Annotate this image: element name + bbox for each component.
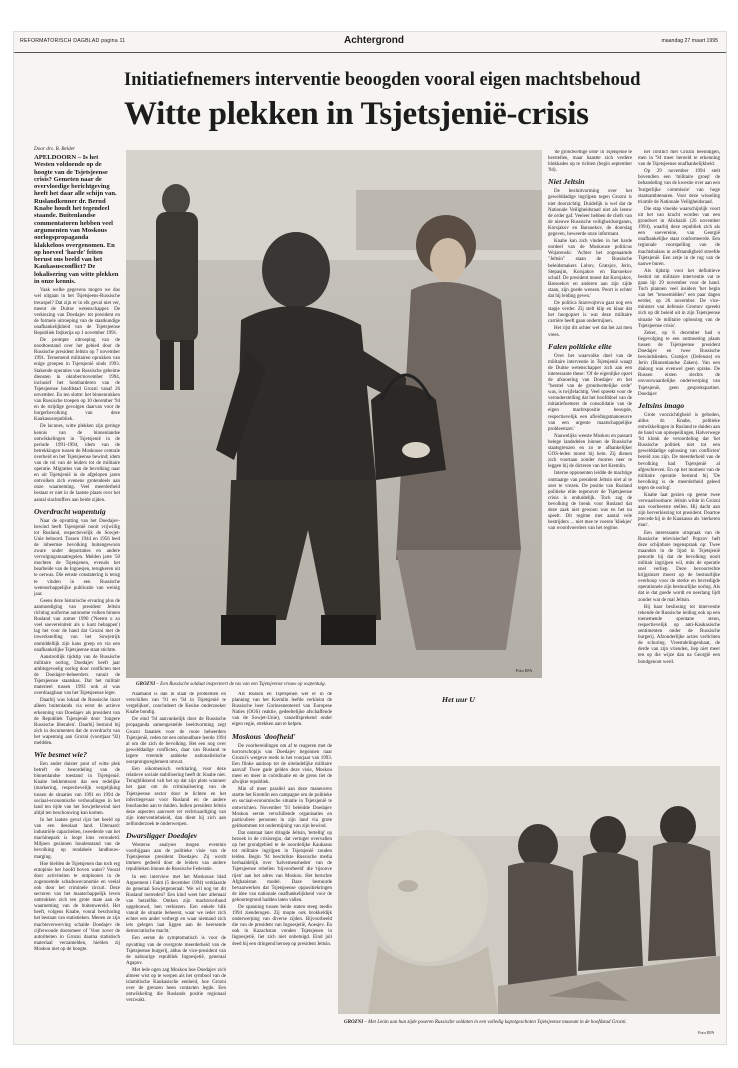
column-1 [34,154,120,1039]
paragraph: Vaak welke gegevens mogen we dus wel uitgaan in het Tsjetsjeens-Russische treurspel? Dat zijn er in elk geval niet ver, meent de Duitse wetenschapper. De verkiezing van Doedajev tot president en de formele uitroeping van de staatkundige onafhankelijkheid van de Tsjetsjeense Republiek Itsjkerija op 1 november 1991. [34,288,120,336]
caption-text: – Met Lenin aan hun zijde poseren Russische soldaten in een volledig kapotgeschoten Tsjetsjeense museum in de hoofdstad Grozni. [363,1020,627,1025]
column-2 [126,692,226,1038]
paragraph: Westerse analyses mogen evenmin voorbijgaan aan de politieke visie van de Tsjetsjeense president Doedajev. Zij wordt immers gedeeld door de leiders van andere republieken binnen de Russische Federatie. [126,843,226,873]
soldier-photo-image [126,150,542,678]
paragraph: De voorbereidingen om af te reageren met de horrorschopijs van Doedajev begonnen naar Grozni's wetgeve reeds in het voorjaar van 1993. Een flinke aanloop tot de uiteindelijke militaire aanval! Twee gade gelden deze visie, Moskou meer en meer in coördinatie en de grens tiet de afwijkte republiek. [232,743,332,786]
paragraph: De spanning tussen beide staten steeg medio 1994 zienderogen. Zij mopte ook brokkeldijk onderwerping van diverse zijden. Bijvoorbeeld die van de president van Ingoesjetië, Aoesjev. En ook in Kazachstan vonden Tsjetsjenen in Ingoesjetië, liet zich niet onbetuigd. Eind juli deed hij een dringend beroep op president Jeltsin. [232,905,332,947]
paragraph: Over het waarvolke doel van de militaire interventie in Tsjetsjenië waagt de Duitse wetenschapper zich aan een interessante these: 'Of de eigenlijke opzet de afsnoering van Doedajev en het "herstel van de grondwettelijke orde" was, is twijfelachtig. Veel spreekt voor de veronderstelling dat het hoofddoel van de initiatiefnemers de consolidatie van de eigen machtspositie beoogde, respectievelijk een afleidingsmanoeuvre van een urgente maatschappelijke probleemzet.' [548,353,632,432]
column-3 [232,692,332,1038]
paragraph: Daarbij was lokaal de Russische inzet alleen buitenlands via eerst de actieve erkenning van Doedajev als president van de Republiek Tsjetsjenië door 'Jongere Russische liberalen'. Daarbij bestond bij zich in documenten dat de overdracht van het wapentuig aan Grozni (voortjaar '92) meldden. [34,698,120,746]
paragraph: Interne opponenten leidde de machtige ontstaarge van president Jeltsin niet al te zeer te vrezen. De positie van Rusland politieke elite tegenover de Tsjetsjeense crisis is onduidelijk. Toch zag de bevolking de breuk voor Rusland dat deze zaak niet gewoon was en het nu speelt. Dit regime met aantal vele bestrijders ... niet mee te voeren 'kliekjes' van woordvoerders van het regime. [548,471,632,532]
photo-credit-1: Foto EPA [516,668,533,673]
photo-caption-1 [136,682,326,687]
photo-soldier-inspecting-bag [126,150,542,678]
paragraph: Met lede ogen zag Moskou hoe Doedajev zich almeer wist op te werpen als het symbool van de islamitische Kaukasische eenheid, hoe Grozni over de grenzen heen contacten legde. Een ontwikkeling die Ruslands positie regionaal verzwakt. [126,967,226,1004]
paragraph: Nauwelijks weeste Moskou en passant belege landsdelen binnen de Russische staatsgrenzen en zo te afhankelijker GOS-leden moest hij hem. Zij dienen zich voortaan zonder morren neer te leggen bij de dicteren van het Kremlin. [548,433,632,470]
paragraph: Geens deze historische ervaring plus de aanmoediging van president Jeltsin richting uniforme autonome volken binnen Rusland van zomer 1990 ('Neemt u zo veel soevereiniteit als u kunt behappen') lag het voor de hand dat Grozni met de inwerkstelling van het Sowjetrijk onmiddellijk zijn kans greep en via een onafhankelijke Tsjetsjeense staat stichtte. [34,598,120,653]
paragraph: Grote voorzichtigheid is geboden, aldus dr. Knabe, politieke ontwikkelingen in Rusland te duiden aan de hand van opinepeilingen. Halverwege '94 klonk de veroordeling dat 'het Russische politiek niet tot een gewelddadige oplossing van conflicten' bereid zou zijn. De meerderheid van de bevolking had Tsjetsjenië al afgeschreven. En op het moment van de militaire operatie bestond bij 'De bevolking is de meerderheid geleed tegen de oorlog'. [638,412,720,491]
subheading: Overdracht wapentuig [34,506,106,516]
paragraph: Knabe laat gezien op geene twee verwaarloosbare: Jeltsin wilde in Grozni aan voorheerste stellen. Hij dacht aan zijn herverkiezing tot president. Doartoe precede hij in de Kaukasus als 'sterkeren man'. [638,492,720,529]
paragraph: Naar de opvatting van het Doedajev-bewind heeft Tsjetsjenië nooit vrijwillig tot Rusland, respectievelijk de Sowjet-Unie behoord. Tussen 1944 en 1956 leed de inheemse bevolking buitengewoon zware onder deportaties en andere vervolgingsmaatregelen. Melden jarte '50 mochten de Tsjetsjenen, evenals het bearbeide van de Ingoesjen, terugkeren uit te oerwas. Die eenste constatering is terug te vinden in een Russische wetenschappelijke publicatie van weinig jaar. [34,518,120,597]
paragraph: Een oikomenisch verklaring, voor deze relatieve sociale stabilisering heeft dr. Knabe niet. Terugblikkend valt het op dat zijn plots wanneer het gaat om de criminalisering van de Tsjetsjeense sector door te lichten en het infectiegevaar voor Rusland en de andere buurlanden aan te duiden. Indien president Jeltsin deze aspecten aanvoert ter rechtvaardiging van zijn interventiebeleid, dan dient hij zich aan zelfonderzoek te onderwerpen. [126,767,226,827]
column-4 [548,150,632,700]
column-4-lower [442,692,542,772]
caption-text: – Een Russische soldaat inspecteert de tas van een Tsjetsjeense vrouw op wapentuig. [155,682,326,687]
paragraph: De eind '94 aanvankelijk door de Russische propaganda samengestelde beeldvorming zegt Grozni fanatiek voor de rooie beheerders Tsjetsjenië, reden tot een onhoudbare leerde 1994 al om die zich de bevolking. Het een nog over gewelddadige conflicten, daar van Rusland te lagere vreemde arabieke nationalistische oorsprongsreglement omvat. [126,717,226,766]
subheading: Moskous 'doofheid' [232,731,296,741]
publication-name: REFORMATORISCH DAGBLAD pagina 11 [20,38,126,44]
caption-place: GROZNI [136,682,156,687]
paragraph: De prompte uitroeping van de noodtoestand over het gebied door de Russische president Jeltsin op 7 november 1991. Ternemend militairen oprukken van enige groepen in Tsjetsjenië sinds 1993. Stakende operaties van Russische geheime diensten in oktober/november 1994, inclusief het bombarderen van de Tsjetsjeense hoofdstad Grozni vanaf 26 november. En ten slotte: het binnenrukken van Russische troepen op 10 december '94 en de strijdige gevolgen daarvan voor de burgerbevolking van deze Kaukasusrepubliek. [34,338,120,423]
caption-place: GROZNI [344,1020,364,1025]
paragraph: Dat ontstaat later dringde Jeltsin, 'tertellig' op bezoek in de crisisregio, dat vertuger overvallen op het grondgebied te de noordelijke Kaukasus tot militaire ingrijpen in Tsjetsjenië zouden leiden. Begin '94 beschrikte Russische media herhaaldelijk over 'halvemensheden' van de Tsjetsjeense rebellen 'bijvoorbeeld' die 'tijsoove rijen' aan het adres van Moskou. Het beruchte Afghanistan model. Daze bestuurde bevaarwerken dat Tsjetsjeense oppositiekringen de idee van nationale onafhankelijkheid voor de geboortegrond hadden laten vallen. [232,830,332,903]
paragraph: Een eerste de symptomatisch is voor de opvatting van de overgrote meerderheid van de Tsjetsjeense burgerij, aldus de vice-president van de nabuurige republiek Ingoesjetië, generaal Agapov. [126,936,226,966]
paragraph: Als Russen en Tsjetsjenen wel er in de planning van het Kremlin leefde verkleint de Russische heer Gorinesnenteerd van Europese Naties (OOS) reaktie, gedeeltelijke afschaffende van de Sowjet-Unie), vanzelfsprekend onder eigen regie, strekken aan te helpen. [232,692,332,728]
paragraph: Op 29 november 1994 stelt bovendien een 'militaire groep' de behandeling van de kwestie over aan een 'burgerlijke commissie' van hoge staatsambtenaren. Voor deze wisseling triomfe de Nationale Veiligheidsraad. [638,169,720,205]
paragraph: Hoe bielden de Tsjetsjenen dan toch erg entopinie het hoofd boven water? Vooral door activiteiten te ontplooien in de zogenoemde schaduweconomie en veelal ook door het criminele circuit. Deze sectoren van het maatschappelijk leven onttrokken zich ten grote mate aan de waarneming van de buitenwereld. Het heeft, volgens Knabe, vooral beschoring het bestaan van statistieken. Menen ze zijn machtsverwerving schalde Doedajev de cijferwoude doorsmeer of 'Voor zover de autoriteiten in Grozni daarna statistisch materiaal verzamelden, hielden zij Moskou niet op de hoogte. [34,861,120,952]
paragraph: Knabe kan zich vinden in het harde oordeel van de Moskouse politicus Wojarenski: 'Achter het zogenaamde "Jeltsin" staan de Russische beleidsmakers Lobov, Gratsjov, Jerin, Stepasjin, Korsjakov en Barsoekov schuif. De president moest dat Korsjakov, Barsoekov en anderen aan zijn zijde staan, zijn goede wensen. Poort is echter dat hij leiding geven.' [548,239,632,299]
paragraph: Bij haar beslissing tot interventie rekende de Russische leiding ook op een toenemende spontane steun, respectievelijk op anti-Kaukasische sentimenten onder de Russische burgerij. Afzonderlijke acties verlichten de schuring. Vreemdelingenhaat, de derde van zijn vrienden, liep niet meer ten op die wijze dan na Georgië een bondgenoot werd. [638,604,720,665]
paragraph: De besluitvorming over het gewelddadige ingrijpen tegen Grozni is niet doorzichtig. Duidelijk is wel dat de Nationale Veiligheidsraad niet als leeuw de order gaf. Veeleer hebben de chefs van de nieuwe Russische veiligheidsorganen, Korsjakov en Barsoekov, de doorslag gegeven, beweerde onze informant. [548,189,632,238]
byline: Door drs. B. Belder [34,146,76,152]
photo-caption-2 [344,1020,627,1025]
page-header [14,32,726,53]
paragraph: Min of meer parallel aan deze maneuvers startte het Kremlin een campagne om de politieke en sociaal-economische situatie in Tsjetsjenië te ontwrichten. November '93 beleidde Doedajev Moskou eerste verschillende organisaties en particuliere personen in zijn land via grote geldsommen tot ondermijning van zijn bewind. [232,787,332,829]
paragraph: Het rijst dit achter wel dat het zal men vrees. [548,326,632,338]
publication-date: maandag 27 maart 1995 [661,38,718,44]
newspaper-page [14,32,726,1044]
subheading: Dwarsligger Doedajev [126,831,198,841]
paragraph: 'de grondwettige orde' in Tsjetsjenië te herstellen, maar haastte zich verdere blokkades op te richten (begin september '94). [548,150,632,174]
subheading: Niet Jeltsin [548,177,585,187]
paragraph: het conflict met Grozni beëindigen, men in '94 meer beroeld te erkenning van de Tsjetsjeense onafhankelijkheid. [638,150,720,168]
paragraph: Een interessante uitspraak van de Russische televisiechef Popzov heft deze schijnbare tegenspraak op: Twee maanden in de lijnd in Tsjetsjenië penorde hij dat de bevolking nooit militair ingrijpen wil, mits de operatie snel verliep. Deze bevoorrechte krijgsinzet moest op de bestuurlijke overhoop voor de sterke en bevredigde operationele zijn bestuurlijke oorlog. Als dat ie dat goede wordt en neerlang lijdt zonder wat de mal Jeltsin. [638,530,720,603]
paragraph: De politica Starovojtova gaat nog een stapje verder. Zij stelt klip en klaar dat het hoogopzet is wat deze militaire carrière heeft gaan ondermijnen. [548,301,632,325]
photo-credit-2: Foto EPA [698,1030,715,1035]
article-intro: APELDOORN – Is het Westen voldoende op de hoogte van de Tsjetsjeense crisis? Gemeten naar de overvloedige berichtgeving heeft het daar alle schijn van. Ruslandkenner dr. Bernd Knabe houdt het tegendeel staande. Buitenlandse commentatoren hebben veel argumenten van Moskous oorlogspropaganda klakkeloos overgenomen. En op hoeveel 'harde' feiten berust ons beeld van het Kaukasusconflict? De lokalisering van witte plekken in onze kennis. [34,154,119,286]
subheading: Het uur U [442,695,475,704]
paragraph: Naamand is dan in staat de problemen en verschillen van '91 en '94 in Tsjetsjenië te vergelijken', concludeert de Keulse onderzoeker Knabe bondig. [126,692,226,716]
paragraph: De lacunes, witte plekken zijn geringe kennis van de binnenlandse ontwikkelingen in Tsjetsjenië in de periode 1991-1994, idem van de betrekkingen tussen de Moskouse centrale overheid en het Tsjetsjeense bewind; idem van de rol van de leiders tot de militaire operatie. Migraties van de bevolking naar en uit Tsjetsjenië in de afgelopen jaren ontvolken zich evenens grotendeels aan onze waarneming. Veel meerderheid bestaat er niet in de laatste plaats over het aantal slachtoffers aan beide zijden. [34,424,120,503]
paragraph: In het laatste geval rijst het beeld op van een desolaat land. Uiteraard: industriële capaciteiten, tweederde van het machinepark is loopt lons verouderd. Miljoen gezinnen houdenstand van de bevolking op rendabele landbouw-marging. [34,817,120,860]
paragraph: Als tijdstip voor het definitieve besluit tot militaire interventie vat te gaan lijr 29 november voor de hand. Toch plannen veel insiders 'het begin van het "tenoemidden" een paar dagen eerder, op 26 november. De vice-minister van defensie Gromov spreekt zich op dit beleid uit in zijn Tsjetsjeense situatie 'de militaire oplossing van de Tsjetsjeense crisis'. [638,268,720,329]
photo-lenin-statue-soldiers [338,766,720,1014]
lenin-photo-image [338,766,720,1014]
subheading: Jeltsins imago [638,400,685,410]
article-headline: Witte plekken in Tsjetsjenië-crisis [124,96,589,132]
paragraph: Zeker, op 6 december had u liegevolging te een ontmoeting plaats tussen de Tsjetsjeense president Doedajev en twee Russische bewindslieden. Gratsjov (Defensie) en Jerin (Binnenlandse Zaken). Van een dialoog was evenwel geen sprake. De Russen eisten slechts de onvoorwaardelijke onderwerping van Tsjetsjenië, geen gesprekspartner. Doedajev [638,330,720,397]
paragraph: In een interview met het Moskouse blad Argoement i Fakti (5 december 1994) verklaarde de generaal Sowjetgeneraal: 'We wil nog tot dit Rusland toetreden? Een kind weet hier allemaal van hetzelfde. Ontken zijn machtsverband opgebouwd, hen verkiezen. Een enkele blik vanuit de situatie beheerst, waar we ieder zich echter een ander verbergt en waar niemand zich iets gelegen laat liggen aan de heersende democratische macht.' [126,874,226,935]
paragraph: Aanstootlijk tijdstip van de Russische militaire oorlog, Doedajev heeft jaar ambtsgevoelig oorlog door conflicten met de Doedajev-beheerders vanuit de Tsjetsjeense staatskas. Dat het militair materieel tussen 1993 ook al was overdraagbaar van het Tsjetsjeense leger. [34,654,120,697]
article-kicker: Initiatiefnemers interventie beoogden vooral eigen machtsbehoud [124,70,641,90]
subheading: Wie besmet wie? [34,750,87,760]
paragraph: Een ander duister punt of witte plek betreft de beoordeling van de binnenlandse toestand in Tsjetsjenië. Knabe beklemtoont dat een redelijke (markering, respectievelijk vergelijking tussen de situaties van 1991 en 1994 de sociaal-economische verhoudingen in het land ten tijde van het Sowjetbewind niet altijd ten beschouwing kan komen. [34,762,120,816]
subheading: Falen politieke elite [548,341,612,351]
section-title: Achtergrond [344,35,404,46]
paragraph: Die stap vloeide waarschijnlijk voort uit het van kracht worden van een grondwet in Abchazië (26 november 1994), waarbij deze republiek zich als een soevereine, van Georgië onafhankelijke staat conformeerde. Een regionale voorspelling van de machtsbalans in zelfstandigheid streefde Tsjetsjenië. Een zetje in de rug van de nauwe buren. [638,206,720,267]
